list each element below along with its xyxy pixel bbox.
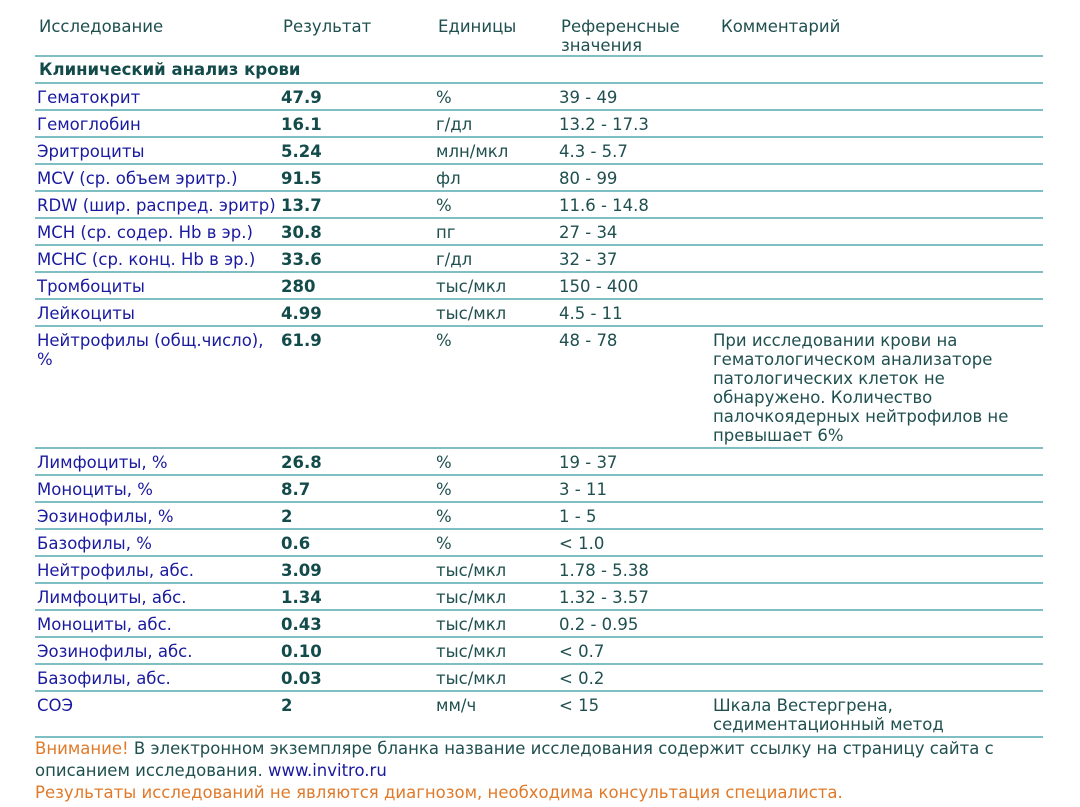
test-name-link[interactable]: Нейтрофилы (общ.число), % (35, 326, 279, 448)
comment-text (713, 218, 1043, 245)
header-test: Исследование (35, 0, 279, 56)
header-units: Единицы (434, 0, 557, 56)
result-value: 0.43 (279, 610, 434, 637)
header-reference: Референсные значения (557, 0, 713, 56)
comment-text (713, 475, 1043, 502)
result-value: 47.9 (279, 83, 434, 110)
test-name-link[interactable]: Моноциты, абс. (35, 610, 279, 637)
test-name-link[interactable]: Лейкоциты (35, 299, 279, 326)
comment-text (713, 245, 1043, 272)
table-row (35, 326, 1043, 448)
reference-range: < 0.2 (557, 664, 713, 691)
table-row (35, 502, 1043, 529)
test-name-link[interactable]: Нейтрофилы, абс. (35, 556, 279, 583)
unit-value: % (434, 502, 557, 529)
result-value: 0.6 (279, 529, 434, 556)
result-value: 5.24 (279, 137, 434, 164)
header-result: Результат (279, 0, 434, 56)
reference-range: 19 - 37 (557, 448, 713, 475)
table-row (35, 664, 1043, 691)
header-comment: Комментарий (713, 0, 1043, 56)
comment-text (713, 529, 1043, 556)
test-name-link[interactable]: Базофилы, абс. (35, 664, 279, 691)
result-value: 30.8 (279, 218, 434, 245)
unit-value: % (434, 475, 557, 502)
unit-value: г/дл (434, 110, 557, 137)
unit-value: тыс/мкл (434, 610, 557, 637)
unit-value: тыс/мкл (434, 583, 557, 610)
comment-text (713, 164, 1043, 191)
comment-text (713, 299, 1043, 326)
reference-range: 13.2 - 17.3 (557, 110, 713, 137)
table-header (35, 0, 1043, 56)
unit-value: фл (434, 164, 557, 191)
attention-label: Внимание! (35, 739, 129, 758)
comment-text (713, 664, 1043, 691)
result-value: 0.10 (279, 637, 434, 664)
test-name-link[interactable]: Лимфоциты, абс. (35, 583, 279, 610)
unit-value: млн/мкл (434, 137, 557, 164)
test-name-link[interactable]: Эозинофилы, % (35, 502, 279, 529)
table-row (35, 164, 1043, 191)
section-row (35, 56, 1043, 83)
unit-value: тыс/мкл (434, 664, 557, 691)
unit-value: тыс/мкл (434, 637, 557, 664)
unit-value: пг (434, 218, 557, 245)
result-value: 4.99 (279, 299, 434, 326)
table-row (35, 83, 1043, 110)
unit-value: % (434, 191, 557, 218)
result-value: 91.5 (279, 164, 434, 191)
table-row (35, 191, 1043, 218)
test-name-link[interactable]: MCHC (ср. конц. Hb в эр.) (35, 245, 279, 272)
unit-value: % (434, 529, 557, 556)
test-name-link[interactable]: MCH (ср. содер. Hb в эр.) (35, 218, 279, 245)
comment-text (713, 610, 1043, 637)
reference-range: < 0.7 (557, 637, 713, 664)
comment-text: Шкала Вестергрена, седиментационный метод (713, 691, 1043, 737)
test-name-link[interactable]: Эозинофилы, абс. (35, 637, 279, 664)
table-row (35, 137, 1043, 164)
test-name-link[interactable]: Гемоглобин (35, 110, 279, 137)
comment-text (713, 448, 1043, 475)
attention-note (35, 738, 1045, 782)
result-value: 26.8 (279, 448, 434, 475)
table-row (35, 691, 1043, 737)
reference-range: 27 - 34 (557, 218, 713, 245)
test-name-link[interactable]: Базофилы, % (35, 529, 279, 556)
result-value: 2 (279, 691, 434, 737)
result-value: 1.34 (279, 583, 434, 610)
test-name-link[interactable]: Тромбоциты (35, 272, 279, 299)
section-title: Клинический анализ крови (35, 56, 1043, 83)
table-row (35, 272, 1043, 299)
results-table (35, 0, 1043, 738)
reference-range: 3 - 11 (557, 475, 713, 502)
reference-range: 4.5 - 11 (557, 299, 713, 326)
test-name-link[interactable]: Моноциты, % (35, 475, 279, 502)
reference-range: 150 - 400 (557, 272, 713, 299)
unit-value: % (434, 326, 557, 448)
reference-range: 11.6 - 14.8 (557, 191, 713, 218)
table-row (35, 583, 1043, 610)
reference-range: 32 - 37 (557, 245, 713, 272)
test-name-link[interactable]: Гематокрит (35, 83, 279, 110)
reference-range: 1 - 5 (557, 502, 713, 529)
table-row (35, 245, 1043, 272)
result-value: 61.9 (279, 326, 434, 448)
unit-value: тыс/мкл (434, 556, 557, 583)
unit-value: % (434, 83, 557, 110)
result-value: 280 (279, 272, 434, 299)
test-name-link[interactable]: RDW (шир. распред. эритр) (35, 191, 279, 218)
unit-value: тыс/мкл (434, 272, 557, 299)
result-value: 2 (279, 502, 434, 529)
test-name-link[interactable]: СОЭ (35, 691, 279, 737)
reference-range: 0.2 - 0.95 (557, 610, 713, 637)
reference-range: 4.3 - 5.7 (557, 137, 713, 164)
comment-text (713, 272, 1043, 299)
table-row (35, 556, 1043, 583)
unit-value: тыс/мкл (434, 299, 557, 326)
table-row (35, 610, 1043, 637)
reference-range: 48 - 78 (557, 326, 713, 448)
unit-value: % (434, 448, 557, 475)
result-value: 13.7 (279, 191, 434, 218)
comment-text (713, 83, 1043, 110)
table-row (35, 637, 1043, 664)
comment-text (713, 137, 1043, 164)
comment-text (713, 502, 1043, 529)
table-row (35, 529, 1043, 556)
comment-text (713, 556, 1043, 583)
results-sheet (35, 0, 1043, 738)
comment-text (713, 583, 1043, 610)
comment-text (713, 110, 1043, 137)
reference-range: < 15 (557, 691, 713, 737)
test-name-link[interactable]: Эритроциты (35, 137, 279, 164)
table-row (35, 475, 1043, 502)
unit-value: г/дл (434, 245, 557, 272)
table-row (35, 448, 1043, 475)
comment-text (713, 637, 1043, 664)
test-name-link[interactable]: Лимфоциты, % (35, 448, 279, 475)
comment-text: При исследовании крови на гематологическом анализаторе патологических клеток не обнаружено. Количество палочкоядерных нейтрофилов не превышает 6% (713, 326, 1043, 448)
result-value: 8.7 (279, 475, 434, 502)
table-row (35, 299, 1043, 326)
result-value: 3.09 (279, 556, 434, 583)
reference-range: 80 - 99 (557, 164, 713, 191)
site-link[interactable]: www.invitro.ru (267, 761, 387, 780)
result-value: 33.6 (279, 245, 434, 272)
attention-text: В электронном экземпляре бланка название исследования содержит ссылку на страницу сайта с описанием исследования. (35, 739, 994, 780)
disclaimer: Результаты исследований не являются диагнозом, необходима консультация специалиста. (35, 783, 843, 802)
table-row (35, 110, 1043, 137)
result-value: 16.1 (279, 110, 434, 137)
reference-range: 1.78 - 5.38 (557, 556, 713, 583)
table-row (35, 218, 1043, 245)
unit-value: мм/ч (434, 691, 557, 737)
test-name-link[interactable]: MCV (ср. объем эритр.) (35, 164, 279, 191)
reference-range: 39 - 49 (557, 83, 713, 110)
footer-notes (35, 738, 1045, 804)
reference-range: 1.32 - 3.57 (557, 583, 713, 610)
reference-range: < 1.0 (557, 529, 713, 556)
result-value: 0.03 (279, 664, 434, 691)
comment-text (713, 191, 1043, 218)
